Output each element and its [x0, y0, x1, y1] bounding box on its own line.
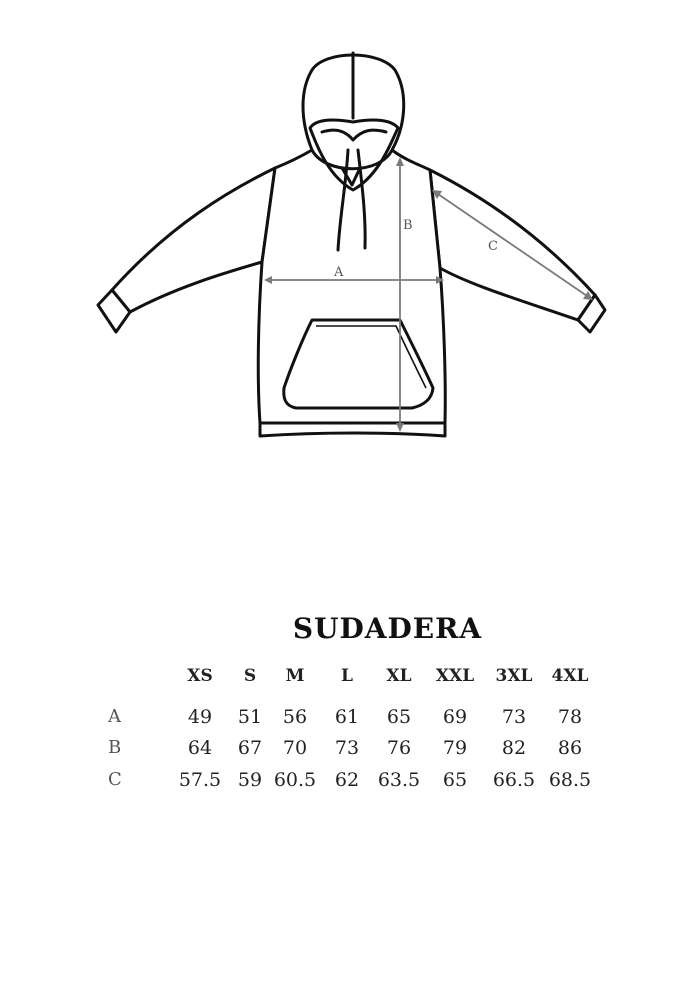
- cell-c-xl: 63.5: [377, 769, 421, 791]
- waistband: [260, 423, 445, 436]
- cell-a-3xl: 73: [501, 706, 527, 728]
- cell-b-3xl: 82: [501, 737, 527, 759]
- hoodie-diagram: [95, 45, 610, 440]
- cell-b-m: 70: [282, 737, 308, 759]
- cell-b-xl: 76: [386, 737, 412, 759]
- measure-c-label: C: [488, 239, 498, 254]
- size-header-3xl: 3XL: [495, 666, 533, 686]
- row-label-c: C: [108, 769, 122, 790]
- size-header-l: L: [341, 666, 353, 686]
- size-header-xxl: XXL: [435, 666, 475, 686]
- cell-c-m: 60.5: [273, 769, 317, 791]
- cell-a-m: 56: [282, 706, 308, 728]
- cell-c-s: 59: [237, 769, 263, 791]
- cell-a-xs: 49: [187, 706, 213, 728]
- cell-a-l: 61: [334, 706, 360, 728]
- cell-c-4xl: 68.5: [548, 769, 592, 791]
- cell-a-xl: 65: [386, 706, 412, 728]
- size-header-4xl: 4XL: [551, 666, 589, 686]
- cell-b-xs: 64: [187, 737, 213, 759]
- size-header-xl: XL: [386, 666, 412, 686]
- size-header-xs: XS: [187, 666, 213, 686]
- cell-c-xs: 57.5: [178, 769, 222, 791]
- size-header-s: S: [243, 666, 257, 686]
- size-header-m: M: [285, 666, 305, 686]
- cell-c-xxl: 65: [442, 769, 468, 791]
- cell-b-4xl: 86: [557, 737, 583, 759]
- cell-b-xxl: 79: [442, 737, 468, 759]
- cell-b-l: 73: [334, 737, 360, 759]
- measure-b-label: B: [403, 218, 413, 233]
- cell-c-3xl: 66.5: [492, 769, 536, 791]
- chart-title: SUDADERA: [292, 612, 483, 645]
- cell-c-l: 62: [334, 769, 360, 791]
- cell-a-4xl: 78: [557, 706, 583, 728]
- left-sleeve: [112, 168, 275, 312]
- measure-a-label: A: [334, 265, 344, 280]
- row-label-b: B: [108, 737, 122, 758]
- cell-a-s: 51: [237, 706, 263, 728]
- cell-a-xxl: 69: [442, 706, 468, 728]
- cell-b-s: 67: [237, 737, 263, 759]
- row-label-a: A: [108, 706, 121, 727]
